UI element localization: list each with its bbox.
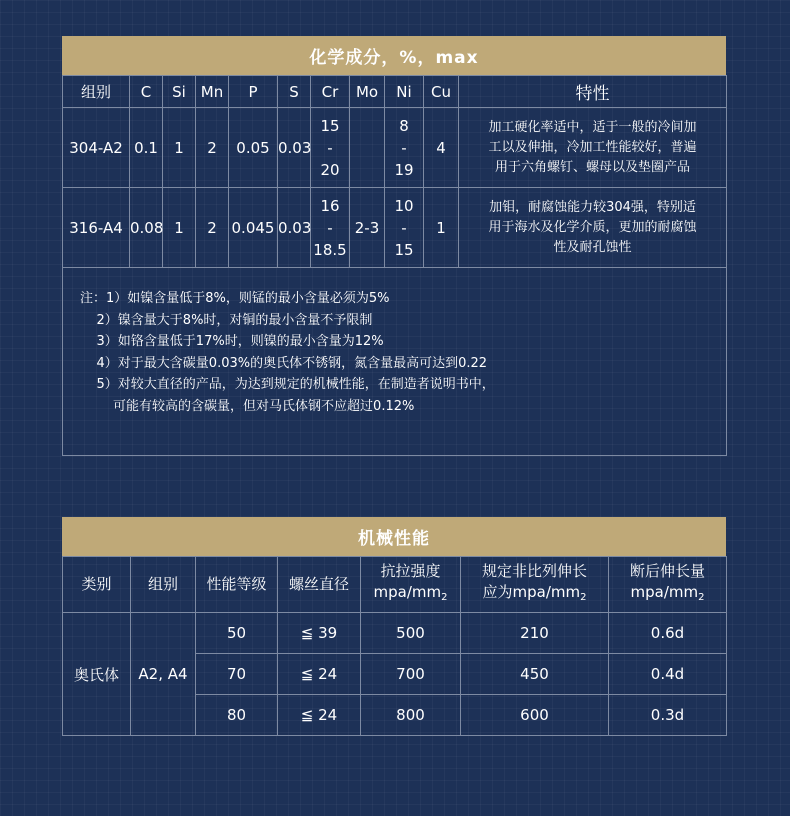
elongation-cell: 0.3d (609, 695, 727, 736)
table-row (63, 108, 727, 188)
group-cell: 304-A2 (63, 108, 130, 188)
chemical-composition-table (62, 75, 727, 456)
mechanical-properties-panel (62, 517, 726, 736)
c-cell: 0.1 (130, 108, 163, 188)
note-line: 5）对较大直径的产品，为达到规定的机械性能，在制造者说明书中， (80, 377, 495, 392)
header-cell: 组别 (131, 557, 196, 613)
si-cell: 1 (163, 188, 196, 268)
table-header-row (63, 76, 727, 108)
header-cell: 规定非比列伸长 应为mpa/$mm_2$ (461, 557, 609, 613)
ni-cell: 10 - 15 (385, 188, 424, 268)
ni-cell: 8 - 19 (385, 108, 424, 188)
table-header-row (63, 557, 727, 613)
table-row (63, 188, 727, 268)
note-line: 3）如铬含量低于17%时，则镍的最小含量为12% (80, 334, 384, 349)
proof-cell: 450 (461, 654, 609, 695)
header-cell: Mn (196, 76, 229, 108)
elongation-cell: 0.4d (609, 654, 727, 695)
tensile-cell: 500 (361, 613, 461, 654)
diameter-cell: ≦ 24 (278, 695, 361, 736)
group-cell: A2, A4 (131, 613, 196, 736)
mn-cell: 2 (196, 188, 229, 268)
cu-cell: 1 (424, 188, 459, 268)
diameter-cell: ≦ 39 (278, 613, 361, 654)
header-cell: 断后伸长量 mpa/$mm_2$ (609, 557, 727, 613)
header-cell: Ni (385, 76, 424, 108)
grade-cell: 80 (196, 695, 278, 736)
notes-cell (63, 268, 727, 456)
group-cell: 316-A4 (63, 188, 130, 268)
header-cell: Si (163, 76, 196, 108)
tensile-cell: 800 (361, 695, 461, 736)
elongation-cell: 0.6d (609, 613, 727, 654)
header-cell: C (130, 76, 163, 108)
cr-cell: 16 - 18.5 (311, 188, 350, 268)
s-cell: 0.03 (278, 188, 311, 268)
c-cell: 0.08 (130, 188, 163, 268)
diameter-cell: ≦ 24 (278, 654, 361, 695)
grade-cell: 50 (196, 613, 278, 654)
grade-cell: 70 (196, 654, 278, 695)
note-line: 可能有较高的含碳量，但对马氏体钢不应超过0.12% (80, 398, 415, 414)
header-cell: P (229, 76, 278, 108)
mechanical-properties-title: 机械性能 (62, 517, 726, 556)
header-cell: 性能等级 (196, 557, 278, 613)
p-cell: 0.045 (229, 188, 278, 268)
mo-cell: 2-3 (350, 188, 385, 268)
s-cell: 0.03 (278, 108, 311, 188)
header-cell: 组别 (63, 76, 130, 108)
mechanical-properties-table (62, 556, 727, 736)
characteristics-cell: 加工硬化率适中，适于一般的冷间加 工以及伸抽，冷加工性能较好，普遍 用于六角螺钉、螺母以及垫圈产品 (459, 108, 727, 188)
cu-cell: 4 (424, 108, 459, 188)
characteristics-cell: 加钼，耐腐蚀能力较304强，特别适 用于海水及化学介质，更加的耐腐蚀 性及耐孔蚀性 (459, 188, 727, 268)
table-row (63, 613, 727, 654)
chemical-composition-panel (62, 36, 726, 456)
proof-cell: 210 (461, 613, 609, 654)
proof-cell: 600 (461, 695, 609, 736)
header-cell: Mo (350, 76, 385, 108)
note-line: 2）镍含量大于8%时，对铜的最小含量不予限制 (80, 312, 373, 328)
header-cell: 类别 (63, 557, 131, 613)
si-cell: 1 (163, 108, 196, 188)
tensile-cell: 700 (361, 654, 461, 695)
mo-cell (350, 108, 385, 188)
mn-cell: 2 (196, 108, 229, 188)
cr-cell: 15 - 20 (311, 108, 350, 188)
header-cell: 抗拉强度 mpa/$mm_2$ (361, 557, 461, 613)
notes-row (63, 268, 727, 456)
header-cell: S (278, 76, 311, 108)
header-cell: Cu (424, 76, 459, 108)
header-cell: 螺丝直径 (278, 557, 361, 613)
p-cell: 0.05 (229, 108, 278, 188)
note-line: 注：1）如镍含量低于8%，则锰的最小含量必须为5% (80, 291, 390, 306)
category-cell: 奥氏体 (63, 613, 131, 736)
note-line: 4）对于最大含碳量0.03%的奥氏体不锈钢，氮含量最高可达到0.22 (80, 355, 488, 371)
header-cell: 特性 (459, 76, 727, 108)
chemical-composition-title: 化学成分，%，max (62, 36, 726, 75)
header-cell: Cr (311, 76, 350, 108)
